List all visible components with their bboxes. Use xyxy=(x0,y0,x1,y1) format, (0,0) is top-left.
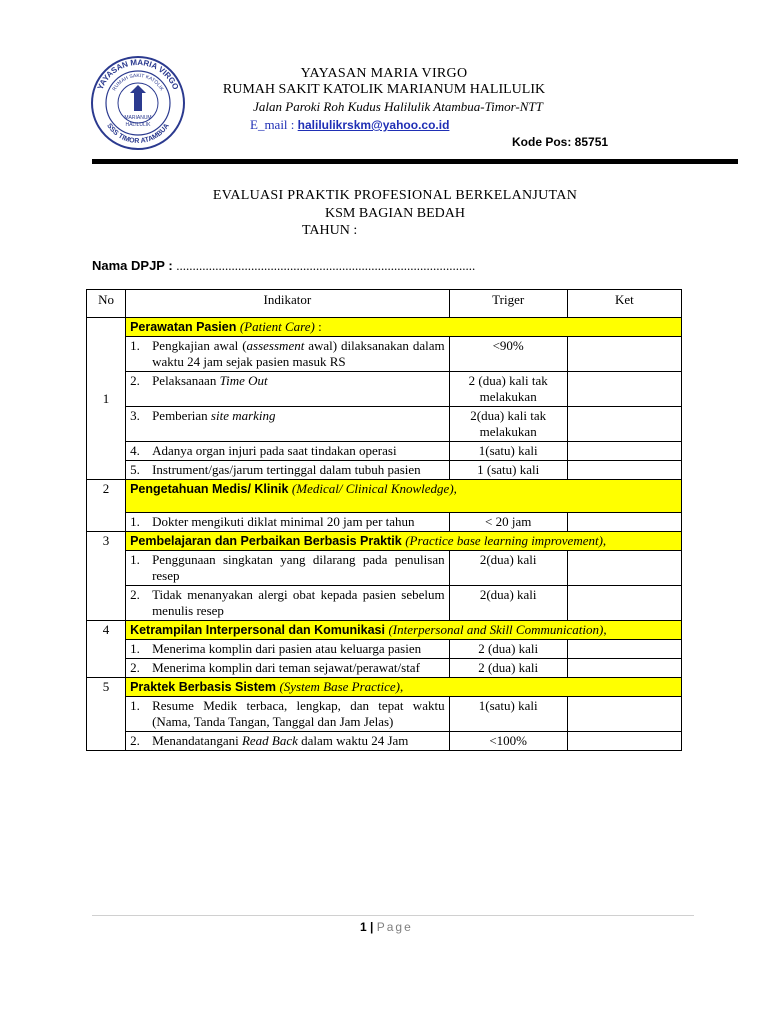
ket-cell[interactable] xyxy=(567,513,681,532)
section-number: 3 xyxy=(87,532,126,621)
indicator-cell xyxy=(126,337,450,372)
ket-cell[interactable] xyxy=(567,586,681,621)
trigger-cell: 1 (satu) kali xyxy=(449,461,567,480)
trigger-cell: 2(dua) kali xyxy=(449,551,567,586)
section-title-italic: (System Base Practice) xyxy=(279,679,401,694)
section-title-italic: (Practice base learning improvement) xyxy=(405,533,603,548)
indicator-cell xyxy=(126,461,450,480)
section-title xyxy=(126,621,682,640)
indicator-cell xyxy=(126,372,450,407)
indicator-text: Menerima komplin dari teman sejawat/perawat/staf xyxy=(152,660,420,675)
table-row xyxy=(87,442,682,461)
page-footer xyxy=(360,920,413,934)
section-title-bold: Perawatan Pasien xyxy=(130,320,240,334)
indicator-text: Penggunaan singkatan yang dilarang pada penulisan resep xyxy=(152,552,445,583)
item-number: 2. xyxy=(130,660,140,675)
section-row xyxy=(87,621,682,640)
section-title-tail: , xyxy=(603,622,607,637)
indicator-cell xyxy=(126,697,450,732)
indicator-text: Menerima komplin dari pasien atau keluarga pasien xyxy=(152,641,422,656)
header-divider xyxy=(92,159,738,164)
indicator-text: Menandatangani Read Back dalam waktu 24 Jam xyxy=(152,733,409,748)
item-number: 1. xyxy=(130,641,140,656)
email-line xyxy=(250,117,550,133)
indicator-cell xyxy=(126,586,450,621)
email-label: E_mail : xyxy=(250,117,298,132)
indicator-text: Pelaksanaan Time Out xyxy=(152,373,268,388)
dpjp-blank[interactable]: ............................................................................................ xyxy=(176,258,476,273)
doc-title-line-2: KSM BAGIAN BEDAH xyxy=(324,206,465,221)
trigger-cell: 1(satu) kali xyxy=(449,697,567,732)
table-row xyxy=(87,732,682,751)
indicator-cell xyxy=(126,407,450,442)
trigger-cell: 2(dua) kali xyxy=(449,586,567,621)
section-title xyxy=(126,480,682,513)
logo-center-text: MARIANUM xyxy=(124,115,152,121)
section-row xyxy=(87,480,682,513)
dpjp-label: Nama DPJP : xyxy=(92,258,177,273)
section-title-bold: Pembelajaran dan Perbaikan Berbasis Praktik xyxy=(130,534,406,548)
org-line-2: RUMAH SAKIT KATOLIK MARIANUM HALILULIK xyxy=(222,82,546,97)
ket-cell[interactable] xyxy=(567,697,681,732)
section-title-bold: Pengetahuan Medis/ Klinik xyxy=(130,482,292,496)
ket-cell[interactable] xyxy=(567,337,681,372)
indicator-text: Pemberian site marking xyxy=(152,408,276,423)
item-number: 4. xyxy=(130,443,140,458)
item-number: 1. xyxy=(130,514,140,529)
doc-title-year: TAHUN : xyxy=(302,223,358,238)
table-row xyxy=(87,640,682,659)
indicator-text: Dokter mengikuti diklat minimal 20 jam per tahun xyxy=(152,514,415,529)
section-title-tail: , xyxy=(400,679,404,694)
section-number: 2 xyxy=(87,480,126,532)
logo-ring-top-text: YAYASAN MARIA VIRGO xyxy=(95,57,181,92)
postal-code: Kode Pos: 85751 xyxy=(512,135,609,149)
section-row xyxy=(87,532,682,551)
indicator-text: Instrument/gas/jarum tertinggal dalam tubuh pasien xyxy=(152,462,421,477)
table-row xyxy=(87,513,682,532)
table-row xyxy=(87,372,682,407)
table-row xyxy=(87,337,682,372)
item-number: 1. xyxy=(130,698,140,713)
logo-ring-inner-text: RUMAH SAKIT KATOLIK xyxy=(111,72,165,93)
indicator-text: Pengkajian awal (assessment awal) dilaksanakan dalam waktu 24 jam sejak pasien masuk RS xyxy=(152,338,445,369)
page-word: Page xyxy=(376,920,413,934)
trigger-cell: 2 (dua) kali tak melakukan xyxy=(449,372,567,407)
item-number: 1. xyxy=(130,552,140,567)
section-row xyxy=(87,678,682,697)
table-row xyxy=(87,461,682,480)
header-ket: Ket xyxy=(567,290,681,318)
trigger-cell: 2(dua) kali tak melakukan xyxy=(449,407,567,442)
org-line-1: YAYASAN MARIA VIRGO xyxy=(300,66,468,81)
doc-title-line-1: EVALUASI PRAKTIK PROFESIONAL BERKELANJUTAN xyxy=(212,188,578,203)
item-number: 3. xyxy=(130,408,140,423)
ket-cell[interactable] xyxy=(567,372,681,407)
section-title-tail: , xyxy=(602,533,607,548)
header-indikator: Indikator xyxy=(126,290,450,318)
indicator-cell xyxy=(126,732,450,751)
section-title-italic: (Interpersonal and Skill Communication) xyxy=(388,622,604,637)
indicator-cell xyxy=(126,640,450,659)
table-row xyxy=(87,407,682,442)
indicator-text: Tidak menanyakan alergi obat kepada pasien sebelum menulis resep xyxy=(152,587,445,618)
table-row xyxy=(87,586,682,621)
indicator-cell xyxy=(126,551,450,586)
indicator-cell xyxy=(126,659,450,678)
ket-cell[interactable] xyxy=(567,407,681,442)
item-number: 2. xyxy=(130,587,140,602)
section-number: 1 xyxy=(87,318,126,480)
section-row xyxy=(87,318,682,337)
evaluation-table xyxy=(86,289,682,751)
trigger-cell: 2 (dua) kali xyxy=(449,659,567,678)
ket-cell[interactable] xyxy=(567,551,681,586)
section-title xyxy=(126,532,682,551)
item-number: 1. xyxy=(130,338,140,353)
ket-cell[interactable] xyxy=(567,659,681,678)
indicator-text: Adanya organ injuri pada saat tindakan operasi xyxy=(152,443,397,458)
table-row xyxy=(87,551,682,586)
indicator-cell xyxy=(126,513,450,532)
table-header-row xyxy=(87,290,682,318)
header-no: No xyxy=(87,290,126,318)
section-number: 5 xyxy=(87,678,126,751)
item-number: 2. xyxy=(130,733,140,748)
indicator-text: Resume Medik terbaca, lengkap, dan tepat waktu (Nama, Tanda Tangan, Tanggal dan Jam Jelas) xyxy=(152,698,445,729)
ket-cell[interactable] xyxy=(567,461,681,480)
page-separator: | xyxy=(366,920,377,934)
address: Jalan Paroki Roh Kudus Halilulik Atambua-Timor-NTT xyxy=(253,99,543,114)
item-number: 5. xyxy=(130,462,140,477)
section-title xyxy=(126,318,682,337)
trigger-cell: <100% xyxy=(449,732,567,751)
trigger-cell: <90% xyxy=(449,337,567,372)
header-triger: Triger xyxy=(449,290,567,318)
trigger-cell: < 20 jam xyxy=(449,513,567,532)
ket-cell[interactable] xyxy=(567,732,681,751)
page-number: 1 xyxy=(360,920,367,934)
section-title-italic: (Patient Care) xyxy=(239,319,315,334)
indicator-cell xyxy=(126,442,450,461)
item-number: 2. xyxy=(130,373,140,388)
logo-center-text-2: HALILULIK xyxy=(125,122,151,128)
ket-cell[interactable] xyxy=(567,640,681,659)
section-number: 4 xyxy=(87,621,126,678)
footer-divider xyxy=(92,915,694,916)
dpjp-field xyxy=(92,258,475,274)
table-row xyxy=(87,659,682,678)
logo-ring-bottom-text: SSS TIMOR ATAMBUA xyxy=(105,122,171,146)
section-title-bold: Ketrampilan Interpersonal dan Komunikasi xyxy=(130,623,389,637)
section-title-italic: (Medical/ Clinical Knowledge), xyxy=(291,481,457,496)
trigger-cell: 2 (dua) kali xyxy=(449,640,567,659)
section-title-bold: Praktek Berbasis Sistem xyxy=(130,680,280,694)
email-link[interactable]: halilulikrskm@yahoo.co.id xyxy=(297,118,450,132)
section-title xyxy=(126,678,682,697)
ket-cell[interactable] xyxy=(567,442,681,461)
trigger-cell: 1(satu) kali xyxy=(449,442,567,461)
hospital-logo-seal xyxy=(90,55,186,151)
section-title-tail: : xyxy=(314,319,322,334)
table-row xyxy=(87,697,682,732)
